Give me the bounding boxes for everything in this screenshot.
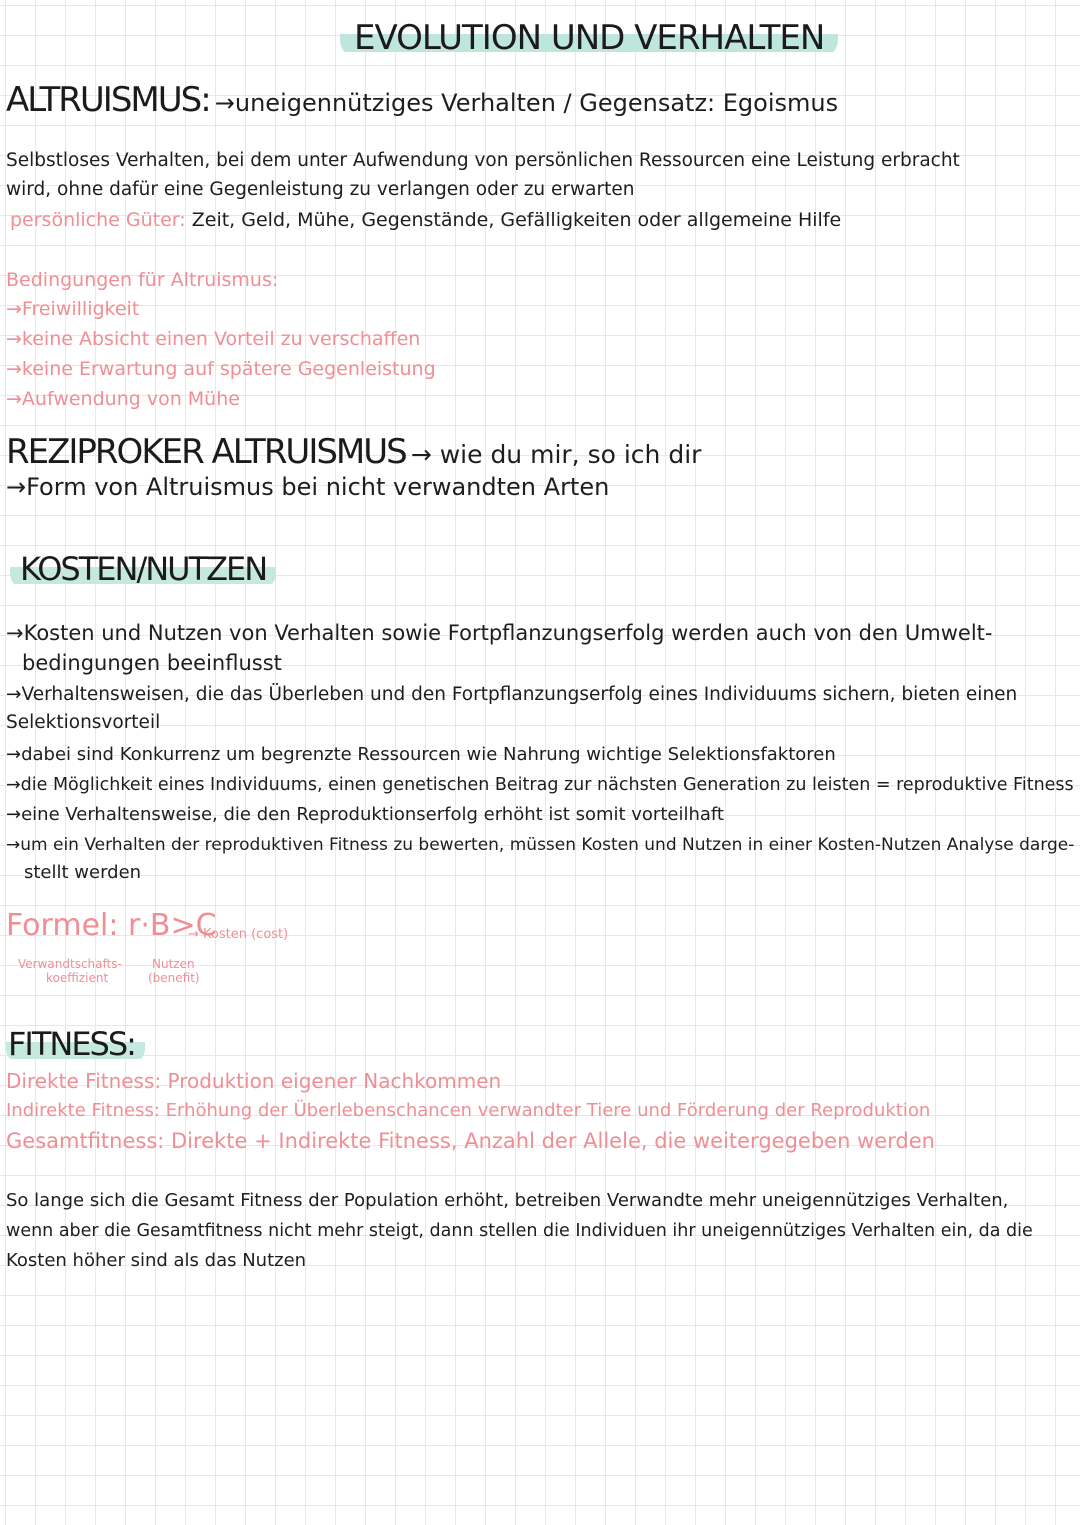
- kosten-heading: KOSTEN/NUTZEN: [10, 550, 276, 588]
- goods-label: persönliche Güter:: [10, 209, 186, 231]
- kosten-heading-wrap: [10, 550, 276, 588]
- formula-r-label2: koeffizient: [46, 971, 109, 985]
- reziprok-heading: REZIPROKER ALTRUISMUS: [6, 432, 406, 472]
- fitness-total: Gesamtfitness: Direkte + Indirekte Fitness, Anzahl der Allele, die weitergegeben werden: [6, 1129, 935, 1153]
- fitness-indirect: Indirekte Fitness: Erhöhung der Überlebenschancen verwandter Tiere und Förderung der Reproduktion: [6, 1100, 931, 1121]
- reziprok-arrow-text: → wie du mir, so ich dir: [410, 440, 702, 469]
- formula-cost: → Kosten (cost): [188, 927, 289, 942]
- kosten-line3: →dabei sind Konkurrenz um begrenzte Ressourcen wie Nahrung wichtige Selektionsfaktoren: [6, 744, 836, 765]
- fitness-summary-line3: Kosten höher sind als das Nutzen: [6, 1250, 307, 1271]
- formula-label: Formel: r·B>C: [6, 908, 217, 943]
- fitness-heading: FITNESS:: [6, 1025, 145, 1063]
- kosten-line6b: stellt werden: [24, 862, 142, 883]
- fitness-summary-line2: wenn aber die Gesamtfitness nicht mehr steigt, dann stellen die Individuen ihr uneigennütziges Verhalten ein, da die: [6, 1221, 1033, 1241]
- condition-item: →keine Erwartung auf spätere Gegenleistung: [6, 358, 436, 380]
- fitness-direct: Direkte Fitness: Produktion eigener Nachkommen: [6, 1069, 502, 1093]
- reziprok-line2: →Form von Altruismus bei nicht verwandten Arten: [6, 473, 610, 501]
- condition-item: →keine Absicht einen Vorteil zu verschaffen: [6, 328, 421, 350]
- condition-item: →Aufwendung von Mühe: [6, 388, 240, 410]
- page-title-wrap: [340, 18, 838, 58]
- kosten-line5: →eine Verhaltensweise, die den Reproduktionserfolg erhöht ist somit vorteilhaft: [6, 804, 724, 825]
- formula-b-label1: Nutzen: [152, 957, 195, 971]
- conditions-heading: Bedingungen für Altruismus:: [6, 269, 279, 291]
- kosten-line2b: Selektionsvorteil: [6, 712, 161, 733]
- altruismus-heading: ALTRUISMUS:: [6, 80, 210, 120]
- altruismus-text-line1: Selbstloses Verhalten, bei dem unter Aufwendung von persönlichen Ressourcen eine Leistung erbracht: [6, 150, 960, 171]
- formula-r-label1: Verwandtschafts-: [18, 957, 122, 971]
- kosten-line6a: →um ein Verhalten der reproduktiven Fitness zu bewerten, müssen Kosten und Nutzen in einer Kosten-Nutzen Analyse darge-: [6, 835, 1075, 855]
- kosten-line1a: →Kosten und Nutzen von Verhalten sowie Fortpflanzungserfolg werden auch von den Umwelt-: [6, 621, 993, 645]
- page-title: EVOLUTION UND VERHALTEN: [340, 18, 838, 58]
- kosten-line2a: →Verhaltensweisen, die das Überleben und den Fortpflanzungserfolg eines Individuums sichern, bieten einen: [6, 684, 1018, 705]
- altruismus-text-line2: wird, ohne dafür eine Gegenleistung zu verlangen oder zu erwarten: [6, 179, 635, 200]
- goods-text: Zeit, Geld, Mühe, Gegenstände, Gefälligkeiten oder allgemeine Hilfe: [191, 209, 842, 231]
- condition-item: →Freiwilligkeit: [6, 298, 140, 320]
- fitness-summary-line1: So lange sich die Gesamt Fitness der Population erhöht, betreiben Verwandte mehr uneigennütziges Verhalten,: [6, 1190, 1009, 1211]
- altruismus-heading-row: [6, 80, 838, 120]
- fitness-heading-wrap: [6, 1025, 145, 1063]
- reziprok-heading-row: [6, 432, 701, 472]
- formula-b-label2: (benefit): [148, 971, 200, 985]
- goods-row: [10, 205, 841, 235]
- kosten-line4: →die Möglichkeit eines Individuums, einen genetischen Beitrag zur nächsten Generation zu leisten = reproduktive Fitness: [6, 775, 1074, 795]
- kosten-line1b: bedingungen beeinflusst: [22, 651, 282, 675]
- altruismus-definition: →uneigennütziges Verhalten / Gegensatz: Egoismus: [214, 89, 839, 117]
